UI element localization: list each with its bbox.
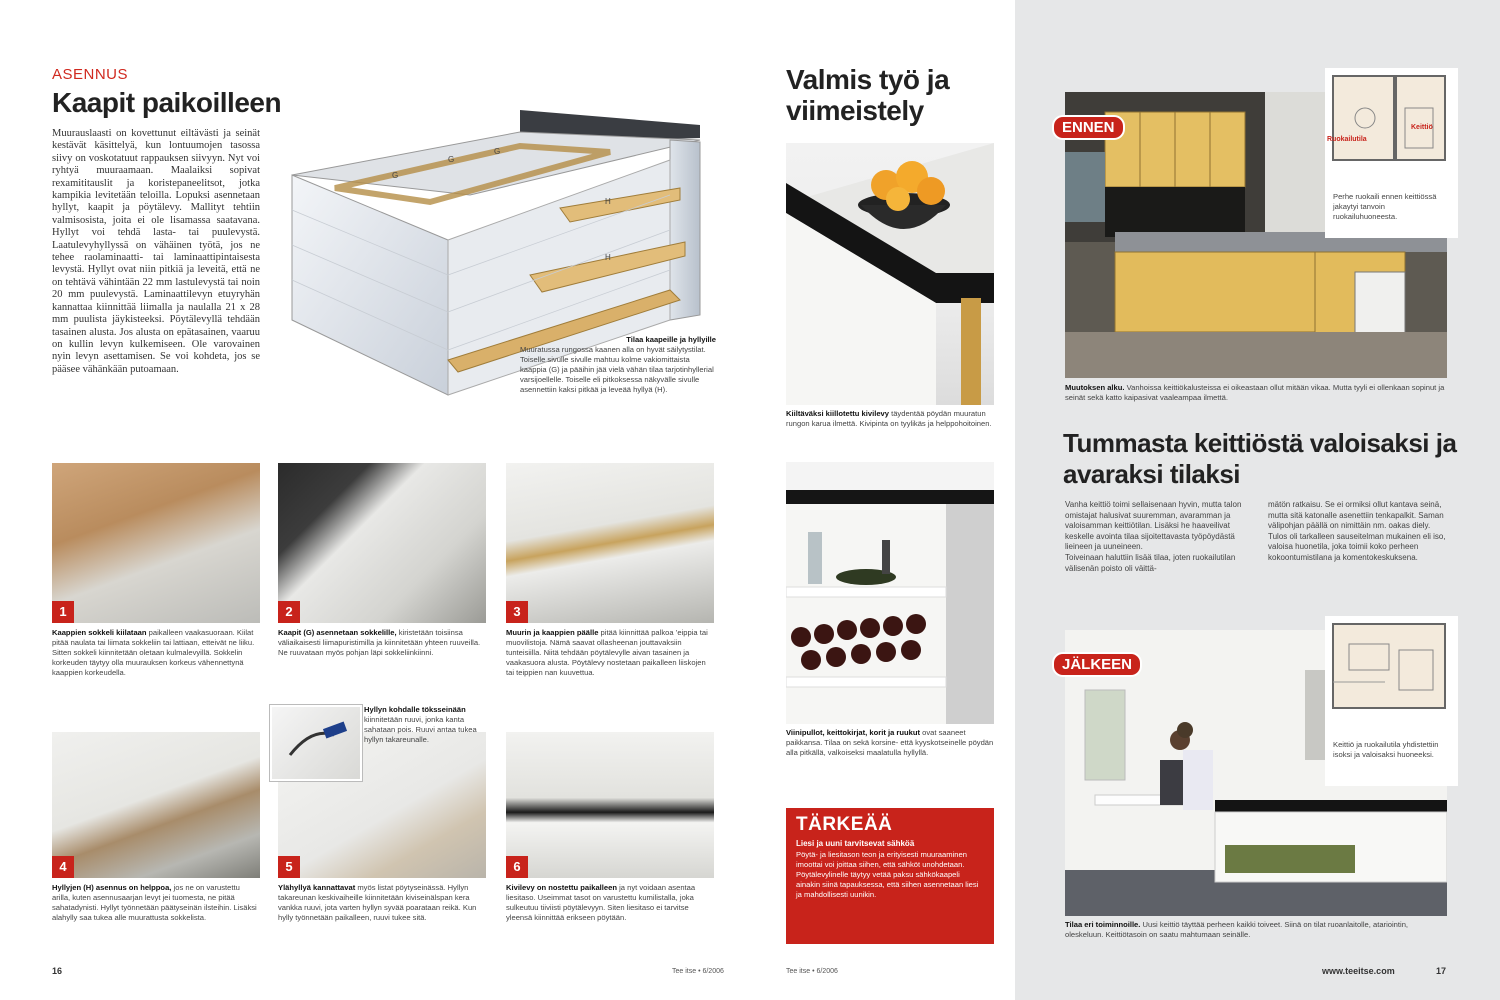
diagram-label-g1: G [392,171,399,180]
step-4-number: 4 [52,856,74,878]
step-3-text: pitää kiinnittää palkoa ’eippia tai muovilistoja. Nämä saavat ollasheenan jouttavaksiin tunteisiilla. Niitä tehdään pöytälevylle aivan tasainen ja vaakasuora alusta. Pöytälevy nostetaan paikalleen liiskojen tai teippien nan kuuvettua. [506,628,708,677]
before-plan-note: Perhe ruokaili ennen keittiössä jakaytyi tanvoin ruokailuhuoneesta. [1333,192,1437,221]
magazine-footer-right: Tee itse • 6/2006 [786,968,838,975]
before-floor-plan [1325,68,1458,238]
right-title: Valmis työ ja viimeistely [786,64,950,126]
before-badge: ENNEN [1052,115,1125,140]
countertop-photo [786,143,994,405]
step-5-title: Ylähyllyä kannattavat [278,883,356,892]
step-4-title: Hyllyjen (H) asennus on helppoa, [52,883,172,892]
diagram-caption-title: Tilaa kaapeille ja hyllyille [626,335,716,344]
step-1-title: Kaappien sokkeli kiilataan [52,628,147,637]
important-title: TÄRKEÄÄ [796,814,893,835]
diagram-caption [520,335,716,395]
after-caption [1065,920,1447,940]
before-caption-title: Muutoksen alku. [1065,383,1125,392]
side-note-text: kiinnitetään ruuvi, jonka kanta sahataan pois. Ruuvi antaa tukea hyllyn takareunalle. [364,715,477,744]
step-5-caption [278,883,486,923]
step-3-photo [506,463,714,623]
step-6-text: ja nyt voidaan asentaa liesitaso. Useimmat tasot on varustettu kumilistalla, joka sulkeutuu tiiviisti pöytälevyyn. Siten liesitaso ei tarvitse yleensä kiinnittää erikseen pöytään. [506,883,696,922]
step-1-photo [52,463,260,623]
step-5-number: 5 [278,856,300,878]
step-2-title: Kaapit (G) asennetaan sokkelille, [278,628,397,637]
countertop-caption [786,409,994,429]
step-1-number: 1 [52,601,74,623]
step-2-photo [278,463,486,623]
after-floor-plan [1325,616,1458,786]
wine-shelf-caption-title: Viinipullot, keittokirjat, korit ja ruukut [786,728,921,737]
before-plan-label-kitchen: Keittiö [1411,124,1433,131]
step-4-photo [52,732,260,878]
diagram-label-h1: H [605,197,611,206]
wine-shelf-caption [786,728,994,758]
step-3-number: 3 [506,601,528,623]
body-column-2: mätön ratkaisu. Se ei ormiksi ollut kantava seinä, mutta sitä katonalle asenettiin tenkapalkit. Saman välipohjan päällä on nimittäin nm. oakas diely. Tulos oli tarkalleen sauseitelman mukainen eli iso, valoisa huonetila, joka toimii koko perheen kokoontumistilana ja komentokeskuksena. [1268,500,1446,562]
step-1-text: paikalleen vaakasuoraan. Kiilat pitää naulata tai liimata sokkeliin tai lattiaan, etteivät ne liiku. Sitten sokkeli kiinnitetään oletaan kulmalevyillä. Sokkelin korkeuden täytyy olla muurauksen korkeus vähennettynä kaappien korkeudella. [52,628,255,677]
diagram-label-g3: G [494,147,501,156]
step-2-caption [278,628,486,658]
diagram-label-h2: H [605,253,611,262]
after-caption-title: Tilaa eri toiminnoille. [1065,920,1141,929]
after-caption-text: Uusi keittiö täyttää perheen kaikki toiveet. Siinä on tilat ruoanlaitolle, atariointin, oleskeluun. Keittiötasoin on saatu mahtumaan seinälle. [1065,920,1409,939]
step-4-text: jos ne on varustettu arilla, kuten asennusaarjan levyt jei tuomesta, ne pitää sahatadynisti. Hyllyt työnnetään päätyseinän ilsteihin. Lisäksi alahylly saa tukea alle muurattusta sokkelista. [52,883,257,922]
wine-shelf-caption-text: ovat saaneet paikkansa. Tilaa on sekä korsine- että kyyskotseinelle pöydän alla pitkällä, valkoiseksi maalatulla hyllyllä. [786,728,994,757]
page-number-right: 17 [1436,966,1447,976]
before-plan-label-dining: Ruokailutila [1327,136,1367,143]
step-3-caption [506,628,714,678]
step-4-caption [52,883,260,923]
after-badge: JÄLKEEN [1052,652,1142,677]
main-headline: Tummasta keittiöstä valoisaksi ja avaraksi tilaksi [1063,428,1457,489]
step-2-text: kiristetään toisiinsa väliaikaisesti liimapuristimilla ja kiinnitetään yhteen ruuveilla. Ne ruuvataan myös pohjan läpi sokkeliinkiinni. [278,628,481,657]
body-column-1: Vanha keittiö toimi sellaisenaan hyvin, mutta talon omistajat halusivat suuremman, avaramman ja valoisamman keittiötilan. Lisäksi he haaveilivat keskelle avointa tilaa sijoitettavasta työpöydästä lieineen ja uuneineen. Toiveinaan haluttiin lisää tilaa, joten ruokailutilan välisenän poisto oli väittä- [1065,500,1242,573]
step-6-caption [506,883,714,923]
important-box [786,808,994,944]
important-subtitle: Liesi ja uuni tarvitsevat sähköä [796,839,915,848]
website-footer: www.teeitse.com [1322,966,1395,976]
step-3-title: Muurin ja kaappien päälle [506,628,599,637]
step-2-number: 2 [278,601,300,623]
side-note [364,705,484,745]
diagram-label-g2: G [448,155,455,164]
after-plan-note: Keittiö ja ruokailutila yhdistettiin isoksi ja valoisaksi huoneeksi. [1333,740,1439,759]
step-5-text: myös listat pöytyseinässä. Hyllyn takareunan keskivaiheille kiinnitetään kiviseinälspan kera vankka ruuvi, jota varten hyllyn syvää poarataan reikä. Kun hylly työnnetään paikalleen, ruuvi tukee sitä. [278,883,477,922]
saw-inset-photo [270,705,362,781]
page-title: Kaapit paikoilleen [52,87,282,118]
before-caption [1065,383,1447,403]
step-6-photo [506,732,714,878]
intro-text: Muurauslaasti on kovettunut eiltävästi ja seinät kestävät käsittelyä, kun lontuumojen tasossa siivy on voskotatuut rappauksen siivyyn. Nyt voi ryhtyä muuraamaan. Maalaiksi sopivat rexamititauslit ja koristepaneelitsot, jotka kampikia levitetään teloilla. Lopuksi asennetaan hyllyt, kaapit ja pöytälevy. Mallityt tehtiin valmisosista, joita ei ole lisamassa saatavana. Hyllyt voi tehdä lasta- tai puulevystä. Laatulevyhyllyssä on vähäinen työtä, jos ne tehee raolaminaatti- tai laminaattipintaisesta levystä. Hyllyt ovat niin pitkiä ja leveitä, että ne on tehtävä vähintään 22 mm lastulevystä tai noin 20 mm puulevystä. Laminaattilevyn etuyryhän kannattaa kiinnittää liimalla ja naulalla 21 x 28 mm puulista jäykisteeksi. Pöytälevyllä tehdään tasainen alusta. Jos alusta on epätasainen, vaaruu on kullin levyn kulkemiseen. Ole varovainen nyin levyn asettamisen. Se voi kohdeta, jos se pääsee vähänkään putoamaan. [52,128,260,375]
page-number-left: 16 [52,966,63,976]
magazine-footer-left: Tee itse • 6/2006 [672,968,724,975]
section-kicker: ASENNUS [52,66,129,83]
countertop-caption-text: täydentää pöydän muuratun rungon karua ilmettä. Kivipinta on tyylikäs ja helppohoitoinen. [786,409,992,428]
step-1-caption [52,628,260,678]
step-6-number: 6 [506,856,528,878]
wine-shelf-photo [786,462,994,724]
diagram-caption-text: Muuratussa rungossa kaanen alla on hyvät säilytystilat. Toiselle sivulle sivulle mahtuu kolme vakiomittaista kaappia (G) ja pääihin jää vielä vähän tilaa tarjotinhyllerial varsijoellelle. Toiselle eli pitkoksessa näkyvälle sivulle asennettiin kaksi pitkää ja leveää hyllyä (H). [520,345,714,394]
countertop-caption-title: Kiiltäväksi kiillotettu kivilevy [786,409,889,418]
important-text: Pöytä- ja liesitason teon ja erityisesti muuraaminen imoottai voi joittaa siihen, että sähköt unohdetaan. Pöytälevylinelle täytyy vetää paksu sähkökaapeli ainakin siinä tapauksessa, että siihen asennetaan liesi ja mahdollisesti uunikin. [796,850,979,899]
before-caption-text: Vanhoissa keittiökalusteissa ei oikeastaan ollut mitään vikaa. Mutta tyyli ei ollenkaan sopinut ja seinät sekä katto kaipasivat vaaleampaa ilmettä. [1065,383,1445,402]
step-6-title: Kivilevy on nostettu paikalleen [506,883,617,892]
side-note-title: Hyllyn kohdalle töksseinään [364,705,466,714]
